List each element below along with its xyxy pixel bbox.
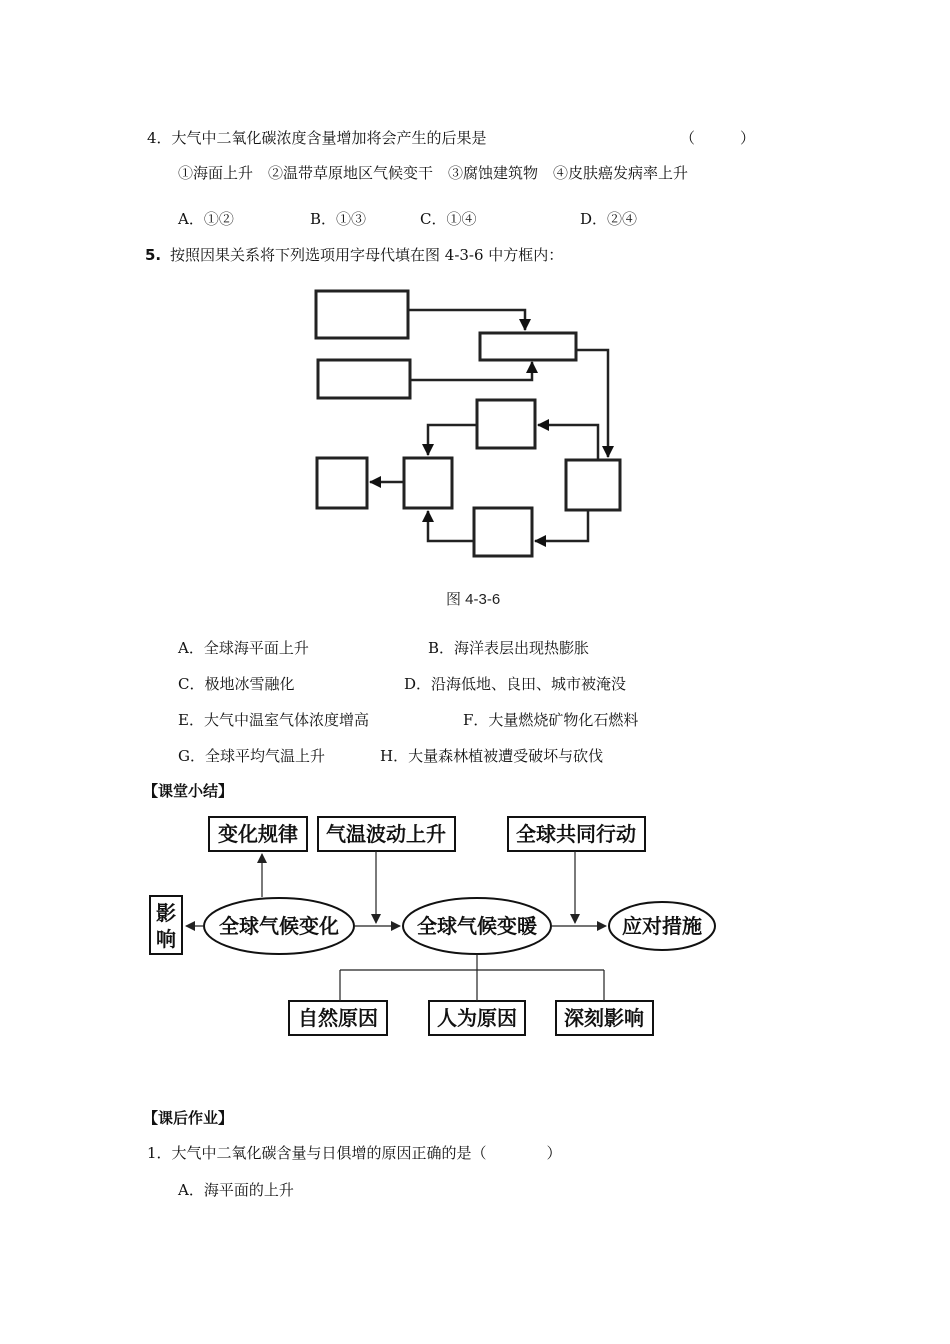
q5-option-f: F．大量燃烧矿物化石燃料 — [463, 711, 639, 729]
label-impact-2: 响 — [156, 927, 176, 951]
q4-stem: 4．大气中二氧化碳浓度含量增加将会产生的后果是 — [147, 129, 487, 147]
fig-arrow-4 — [538, 425, 598, 460]
fig-box-right — [566, 460, 620, 510]
q4-choice-b: B．①③ — [310, 210, 367, 228]
label-response: 应对措施 — [622, 914, 702, 938]
fig-arrow-3 — [576, 350, 608, 457]
figure-caption: 图 4-3-6 — [446, 591, 501, 608]
fig-arrow-2 — [410, 362, 532, 380]
q5-option-g: G．全球平均气温上升 — [178, 747, 325, 765]
homework-q1-stem: 1．大气中二氧化碳含量与日俱增的原因正确的是（ ） — [147, 1144, 562, 1162]
q4-choice-d: D．②④ — [580, 210, 638, 228]
q5-number: 5. — [145, 246, 162, 264]
fig-box-mid-left — [318, 360, 410, 398]
label-natural-cause: 自然原因 — [298, 1006, 378, 1030]
fig-box-far-left — [317, 458, 367, 508]
label-deep-impact: 深刻影响 — [564, 1006, 644, 1030]
homework-heading: 【课后作业】 — [143, 1109, 234, 1127]
q5-stem: 按照因果关系将下列选项用字母代填在图 4-3-6 中方框内： — [170, 246, 564, 264]
q5-option-b: B．海洋表层出现热膨胀 — [428, 639, 590, 657]
label-warming: 全球气候变暖 — [417, 914, 537, 938]
homework-q1-option-a: A．海平面的上升 — [178, 1181, 294, 1199]
summary-heading: 【课堂小结】 — [143, 782, 234, 800]
q5-option-c: C．极地冰雪融化 — [178, 675, 295, 693]
fig-arrow-7 — [535, 510, 588, 541]
q5-option-d: D．沿海低地、良田、城市被淹没 — [404, 675, 627, 693]
q4-items: ①海面上升 ②温带草原地区气候变干 ③腐蚀建筑物 ④皮肤癌发病率上升 — [178, 164, 689, 182]
fig-arrow-1 — [408, 310, 525, 330]
q5-option-e: E．大气中温室气体浓度增高 — [178, 711, 369, 729]
label-human-cause: 人为原因 — [437, 1006, 517, 1030]
fig-arrow-8 — [428, 511, 474, 541]
fig-arrow-5 — [428, 425, 477, 455]
q4-answer-bracket: （ ） — [680, 129, 756, 147]
label-global-action: 全球共同行动 — [516, 822, 636, 846]
q4-choice-c: C．①④ — [420, 210, 477, 228]
label-temp-rise: 气温波动上升 — [326, 822, 446, 846]
fig-box-left-inner — [404, 458, 452, 508]
q4-choice-a: A．①② — [178, 210, 234, 228]
fig-box-bottom — [474, 508, 532, 556]
q5-option-a: A．全球海平面上升 — [178, 639, 309, 657]
label-impact-1: 影 — [156, 901, 176, 925]
fig-box-top-left — [316, 291, 408, 338]
fig-box-center — [480, 333, 576, 360]
label-change-law: 变化规律 — [218, 822, 298, 846]
q5-option-h: H．大量森林植被遭受破坏与砍伐 — [380, 747, 604, 765]
fig-box-upper-inner — [477, 400, 535, 448]
label-climate-change: 全球气候变化 — [219, 914, 339, 938]
